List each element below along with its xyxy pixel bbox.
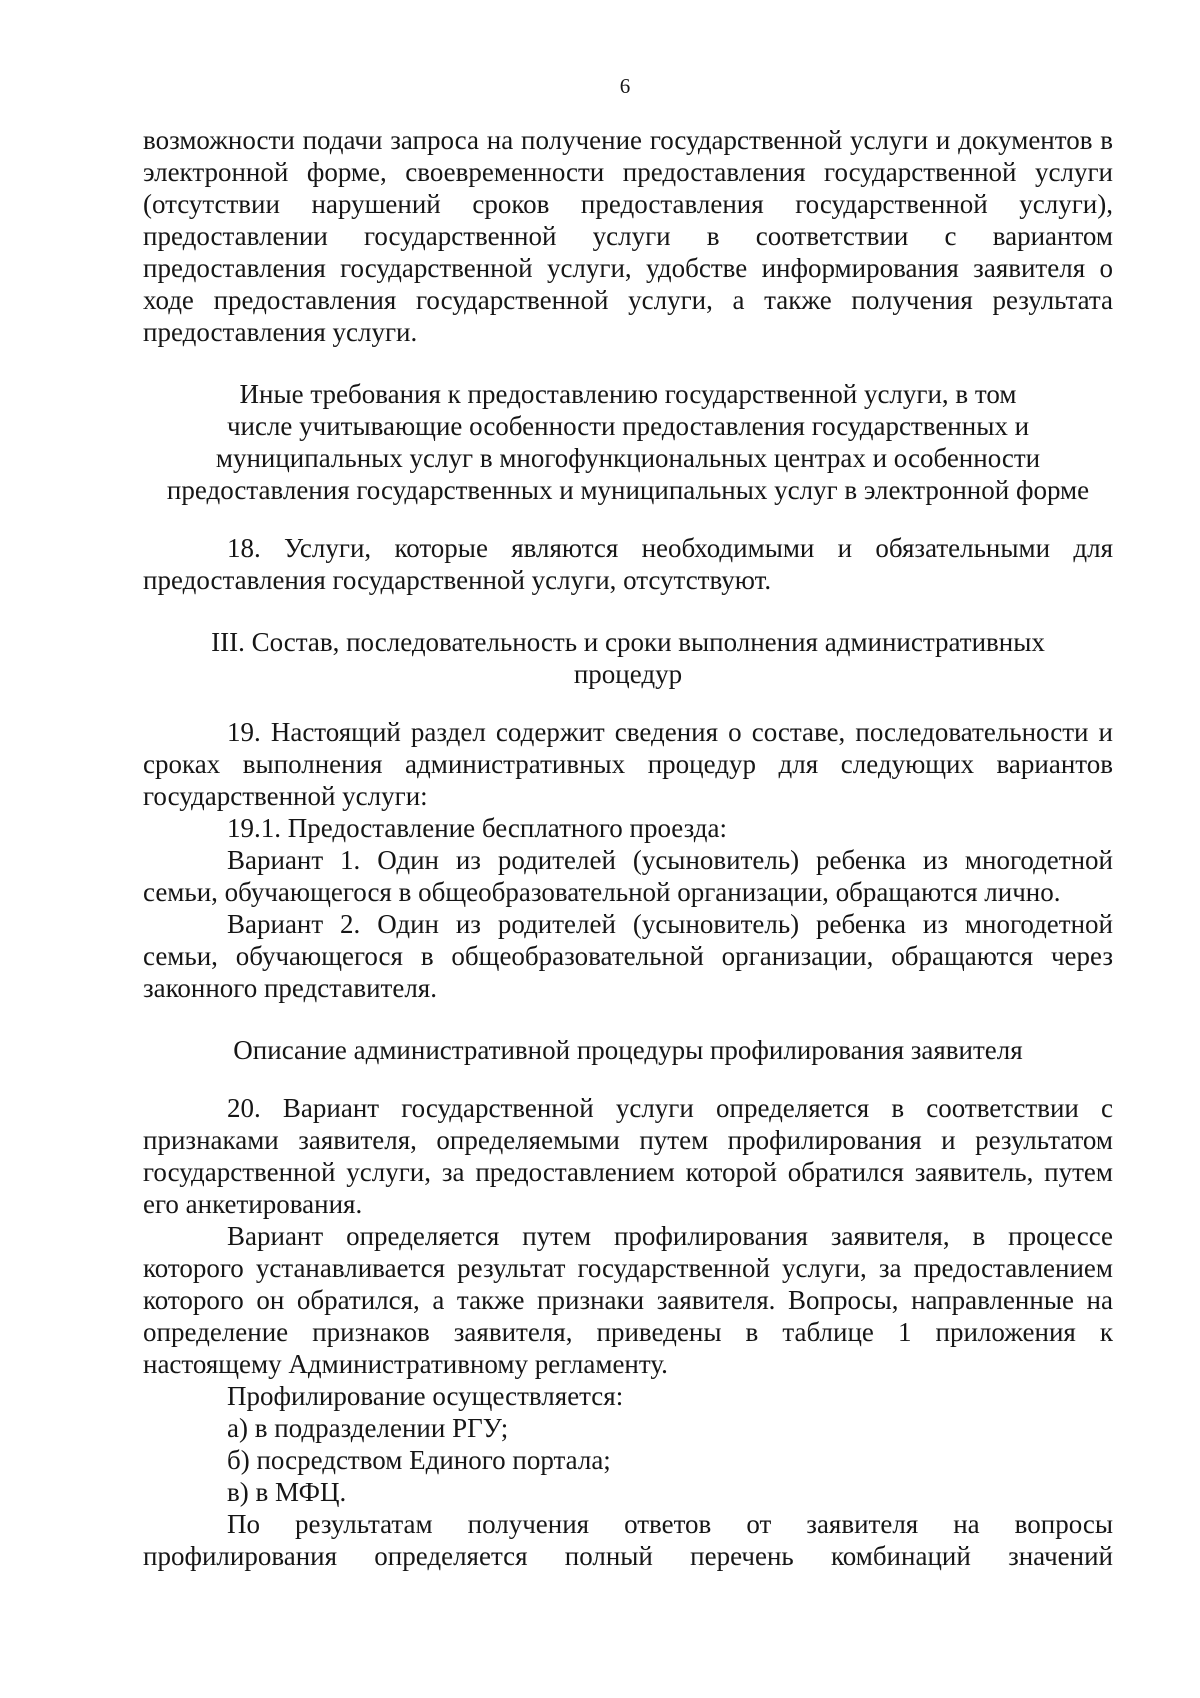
paragraph-profiling-done: Профилирование осуществляется:	[227, 1381, 624, 1411]
paragraph-19: 19. Настоящий раздел содержит сведения о составе, последовательности и сроках выполнения административных процедур для следующих вариантов государственной услуги:	[143, 717, 1113, 811]
variant-1: Вариант 1. Один из родителей (усыновитель) ребенка из многодетной семьи, обучающегося в общеобразовательной организации, обращаются лично.	[143, 845, 1113, 907]
heading-line: числе учитывающие особенности предоставления государственных и	[226, 411, 1030, 441]
heading-section-3	[143, 626, 1113, 690]
heading-line: процедур	[573, 659, 683, 689]
heading-line: муниципальных услуг в многофункциональных центрах и особенности	[215, 443, 1041, 473]
paragraph-19-1: 19.1. Предоставление бесплатного проезда:	[227, 813, 727, 843]
heading-line: Иные требования к предоставлению государственной услуги, в том	[239, 379, 1017, 409]
heading-line: предоставления государственных и муниципальных услуг в электронной форме	[166, 475, 1090, 505]
list-item: а) в подразделении РГУ;	[227, 1413, 509, 1443]
variant-2: Вариант 2. Один из родителей (усыновитель) ребенка из многодетной семьи, обучающегося в общеобразовательной организации, обращаются через законного представителя.	[143, 909, 1113, 1003]
heading-other-requirements	[143, 378, 1113, 506]
heading-line: III. Состав, последовательность и сроки выполнения административных	[211, 627, 1045, 657]
heading-profiling: Описание административной процедуры профилирования заявителя	[233, 1035, 1023, 1065]
list-item: б) посредством Единого портала;	[227, 1445, 611, 1475]
paragraph-results: По результатам получения ответов от заявителя на вопросы профилирования определяется полный перечень комбинаций значений	[143, 1509, 1113, 1571]
document-body	[143, 124, 1113, 1572]
intro-paragraph: возможности подачи запроса на получение государственной услуги и документов в электронной форме, своевременности предоставления государственной услуги (отсутствии нарушений сроков предоставления государственной услуги), предоставлении государственной услуги в соответствии с вариантом предоставления государственной услуги, удобстве информирования заявителя о ходе предоставления государственной услуги, а также получения результата предоставления услуги.	[143, 125, 1113, 347]
paragraph-18: 18. Услуги, которые являются необходимыми и обязательными для предоставления государственной услуги, отсутствуют.	[143, 533, 1113, 595]
paragraph-variant-defined: Вариант определяется путем профилирования заявителя, в процессе которого устанавливается результат государственной услуги, за предоставлением которого он обратился, а также признаки заявителя. Вопросы, направленные на определение признаков заявителя, приведены в таблице 1 приложения к настоящему Административному регламенту.	[143, 1221, 1113, 1379]
paragraph-20: 20. Вариант государственной услуги определяется в соответствии с признаками заявителя, определяемыми путем профилирования и результатом государственной услуги, за предоставлением которой обратился заявитель, путем его анкетирования.	[143, 1093, 1113, 1219]
list-item: в) в МФЦ.	[227, 1477, 347, 1507]
page-number: 6	[619, 74, 631, 98]
